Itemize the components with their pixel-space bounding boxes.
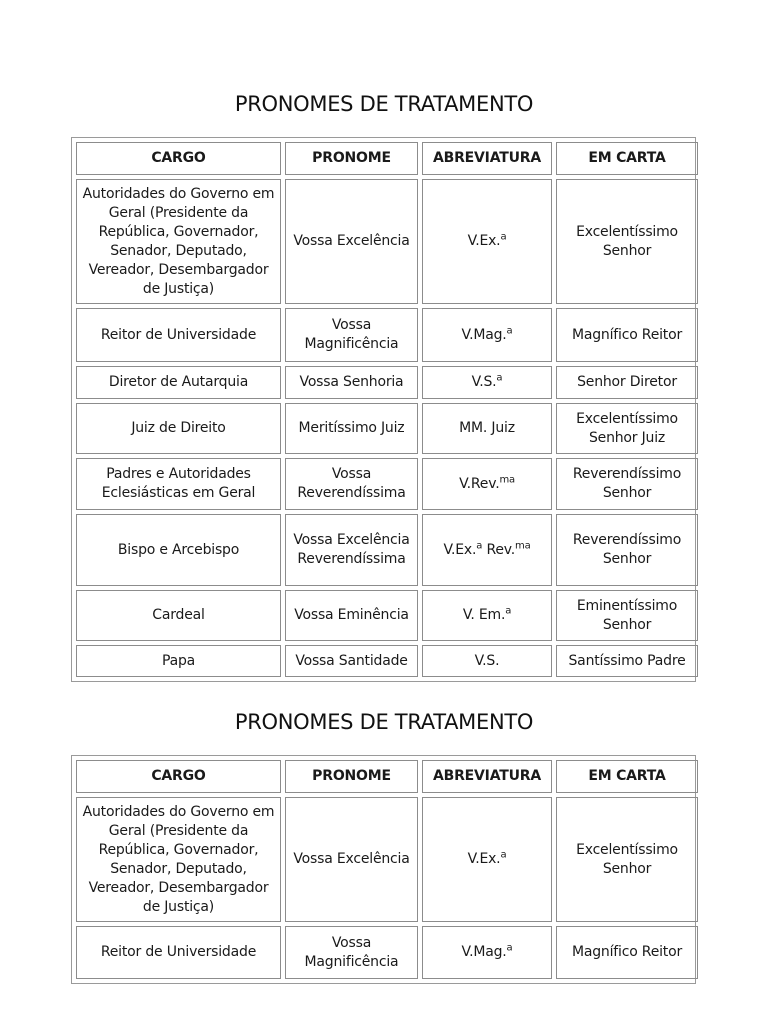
cell-cargo: Diretor de Autarquia xyxy=(76,366,281,399)
abbr-text: V.Ex. xyxy=(467,851,501,867)
header-pronome: PRONOME xyxy=(285,760,418,793)
cell-cargo: Papa xyxy=(76,645,281,677)
abbr-superscript: a xyxy=(505,605,512,617)
cell-em-carta: Excelentíssimo Senhor xyxy=(556,179,698,304)
cell-em-carta: Reverendíssimo Senhor xyxy=(556,514,698,586)
cell-abreviatura xyxy=(422,179,552,304)
header-cargo: CARGO xyxy=(76,142,281,175)
cell-em-carta: Magnífico Reitor xyxy=(556,926,698,979)
header-row xyxy=(76,760,698,793)
cell-pronome: Vossa Magnificência xyxy=(285,926,418,979)
abbr-text: Rev. xyxy=(482,541,516,558)
cell-abreviatura xyxy=(422,458,552,510)
table-row xyxy=(76,590,698,641)
pronouns-table xyxy=(72,138,702,681)
table-row xyxy=(76,179,698,304)
cell-pronome: Meritíssimo Juiz xyxy=(285,403,418,454)
abbr-text: V.Ex. xyxy=(467,233,501,249)
cell-pronome: Vossa Reverendíssima xyxy=(285,458,418,510)
cell-cargo: Padres e Autoridades Eclesiásticas em Geral xyxy=(76,458,281,510)
abbr-text: V. Em. xyxy=(462,607,506,623)
abbr-text: V.Rev. xyxy=(459,475,500,492)
header-row xyxy=(76,142,698,175)
page-title: PRONOMES DE TRATAMENTO xyxy=(234,92,534,116)
table-row xyxy=(76,366,698,399)
cell-pronome: Vossa Eminência xyxy=(285,590,418,641)
cell-pronome: Vossa Magnificência xyxy=(285,308,418,362)
abbr-text: MM. Juiz xyxy=(459,420,515,436)
abbr-superscript: a xyxy=(496,372,503,384)
cell-abreviatura xyxy=(422,797,552,922)
header-cargo: CARGO xyxy=(76,760,281,793)
header-em-carta: EM CARTA xyxy=(556,142,698,175)
table-row xyxy=(76,308,698,362)
pronouns-table xyxy=(72,756,702,983)
table-row xyxy=(76,514,698,586)
cell-abreviatura xyxy=(422,366,552,399)
table-body xyxy=(76,179,698,677)
cell-em-carta: Reverendíssimo Senhor xyxy=(556,458,698,510)
abbr-text: V.S. xyxy=(471,374,497,390)
abbr-superscript: a xyxy=(506,942,513,954)
cell-em-carta: Excelentíssimo Senhor Juiz xyxy=(556,403,698,454)
table-row xyxy=(76,403,698,454)
abbr-superscript: ma xyxy=(515,539,531,551)
abbr-text: V.Mag. xyxy=(461,326,507,343)
cell-abreviatura xyxy=(422,514,552,586)
cell-abreviatura xyxy=(422,645,552,677)
cell-cargo: Cardeal xyxy=(76,590,281,641)
abbr-superscript: a xyxy=(500,231,507,243)
abbr-superscript: a xyxy=(476,539,483,551)
cell-abreviatura xyxy=(422,403,552,454)
cell-abreviatura xyxy=(422,308,552,362)
cell-abreviatura xyxy=(422,926,552,979)
cell-pronome: Vossa Santidade xyxy=(285,645,418,677)
cell-pronome: Vossa Senhoria xyxy=(285,366,418,399)
cell-em-carta: Excelentíssimo Senhor xyxy=(556,797,698,922)
abbr-text: V.Mag. xyxy=(461,944,507,960)
cell-em-carta: Magnífico Reitor xyxy=(556,308,698,362)
table-row xyxy=(76,458,698,510)
cell-cargo: Bispo e Arcebispo xyxy=(76,514,281,586)
table-row xyxy=(76,645,698,677)
abbr-superscript: a xyxy=(500,849,507,861)
cell-em-carta: Santíssimo Padre xyxy=(556,645,698,677)
abbr-superscript: a xyxy=(506,324,513,336)
cell-cargo: Autoridades do Governo em Geral (Presidente da República, Governador, Senador, Deputado, Vereador, Desembargador de Justiça) xyxy=(76,179,281,304)
cell-em-carta: Senhor Diretor xyxy=(556,366,698,399)
cell-cargo: Reitor de Universidade xyxy=(76,926,281,979)
abbr-superscript: ma xyxy=(499,473,515,485)
table-row xyxy=(76,797,698,922)
abbr-text: V.Ex. xyxy=(443,541,477,558)
header-pronome: PRONOME xyxy=(285,142,418,175)
cell-abreviatura xyxy=(422,590,552,641)
table-body xyxy=(76,797,698,979)
header-em-carta: EM CARTA xyxy=(556,760,698,793)
header-abreviatura: ABREVIATURA xyxy=(422,760,552,793)
cell-cargo: Reitor de Universidade xyxy=(76,308,281,362)
cell-pronome: Vossa Excelência xyxy=(285,179,418,304)
table-container xyxy=(71,755,696,984)
cell-pronome: Vossa Excelência Reverendíssima xyxy=(285,514,418,586)
cell-cargo: Juiz de Direito xyxy=(76,403,281,454)
abbr-text: V.S. xyxy=(474,652,500,669)
cell-cargo: Autoridades do Governo em Geral (Presidente da República, Governador, Senador, Deputado, Vereador, Desembargador de Justiça) xyxy=(76,797,281,922)
cell-em-carta: Eminentíssimo Senhor xyxy=(556,590,698,641)
page-title: PRONOMES DE TRATAMENTO xyxy=(234,710,534,734)
table-row xyxy=(76,926,698,979)
table-container xyxy=(71,137,696,682)
cell-pronome: Vossa Excelência xyxy=(285,797,418,922)
header-abreviatura: ABREVIATURA xyxy=(422,142,552,175)
